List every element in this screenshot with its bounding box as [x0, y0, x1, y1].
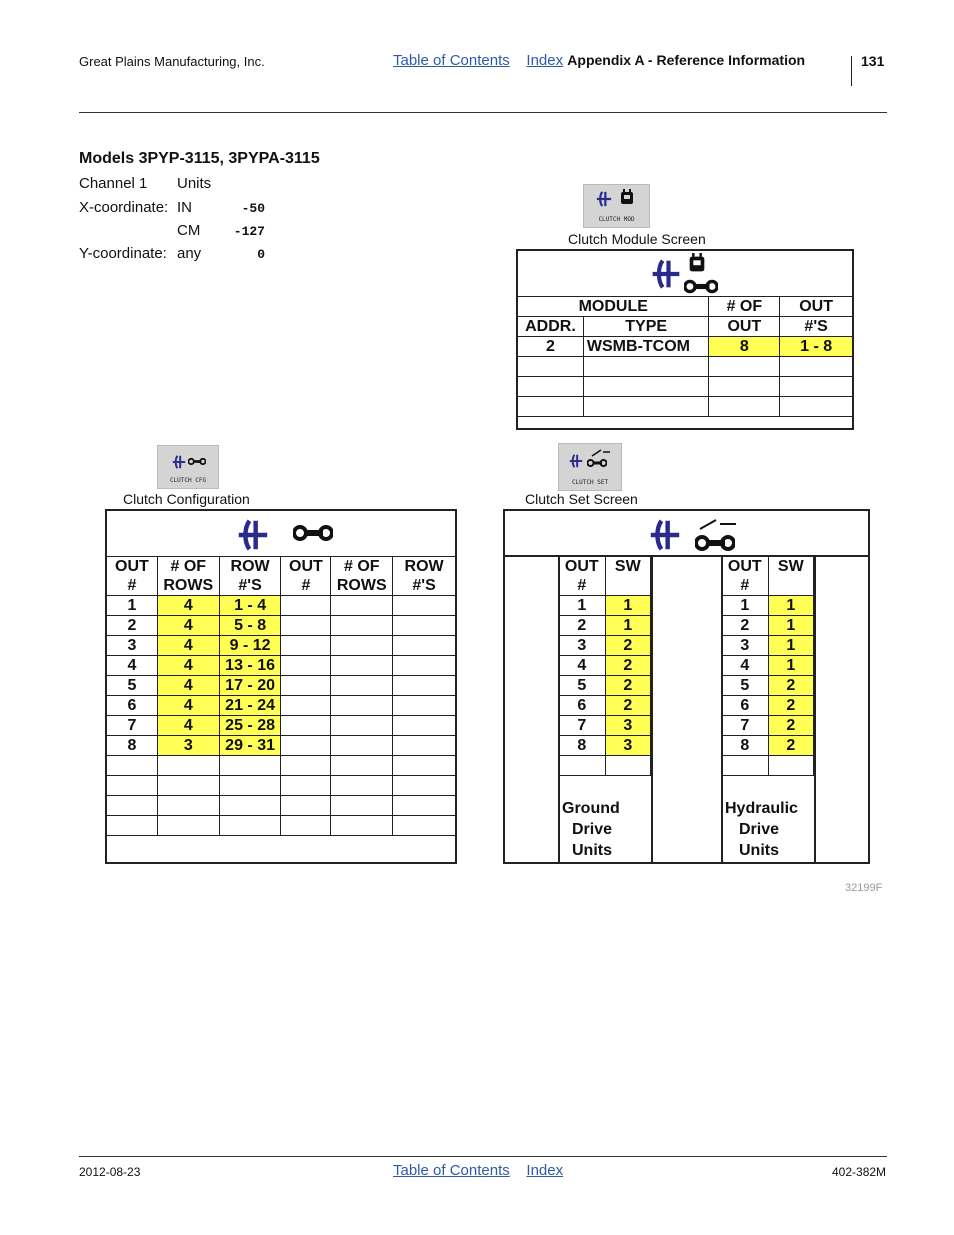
table-cell	[393, 776, 456, 796]
table-cell: 8	[722, 736, 769, 756]
y-coordinate-label: Y-coordinate:	[79, 245, 167, 262]
table-header-row	[107, 576, 456, 596]
table-cell: 5	[722, 676, 769, 696]
table-cell[interactable]: 4	[157, 656, 219, 676]
wrench-icon	[587, 458, 607, 468]
units-label: Units	[177, 175, 212, 192]
table-row	[518, 377, 853, 397]
table-cell: 5	[559, 676, 606, 696]
table-cell	[331, 636, 393, 656]
table-cell	[709, 377, 780, 397]
table-cell: 6	[107, 696, 158, 716]
clutch-set-button-label: CLUTCH SET	[571, 479, 609, 486]
table-cell	[107, 756, 158, 776]
table-cell	[281, 636, 331, 656]
hydraulic-drive-table	[721, 556, 814, 776]
table-cell	[219, 756, 281, 776]
table-row	[107, 636, 456, 656]
table-cell: 1	[559, 596, 606, 616]
out-header-2: #	[559, 576, 606, 596]
clutch-configuration-table	[106, 556, 456, 836]
table-cell	[281, 796, 331, 816]
table-cell: 2	[107, 616, 158, 636]
header-toc-link[interactable]: Table of Contents	[393, 52, 510, 69]
table-row	[559, 596, 651, 616]
table-cell[interactable]: 1	[768, 616, 813, 636]
x-cm-value: -127	[233, 224, 265, 239]
table-cell	[157, 756, 219, 776]
table-cell	[331, 596, 393, 616]
num-rows-header-2: ROWS	[331, 576, 393, 596]
module-header: MODULE	[518, 297, 709, 317]
table-row	[107, 676, 456, 696]
module-out-count[interactable]: 8	[709, 337, 780, 357]
table-cell: 7	[107, 716, 158, 736]
ground-drive-label-line: Ground	[562, 800, 620, 817]
num-rows-header-2: ROWS	[157, 576, 219, 596]
table-cell	[393, 736, 456, 756]
table-cell	[331, 816, 393, 836]
table-row	[107, 696, 456, 716]
table-cell[interactable]: 13 - 16	[219, 656, 281, 676]
num-out-header: # OF	[709, 297, 780, 317]
module-icon	[686, 253, 708, 275]
table-cell[interactable]: 1	[768, 636, 813, 656]
header-divider	[851, 56, 852, 86]
table-cell	[281, 596, 331, 616]
table-cell[interactable]: 2	[605, 656, 650, 676]
table-cell	[331, 656, 393, 676]
company-name: Great Plains Manufacturing, Inc.	[79, 54, 265, 69]
table-cell[interactable]: 4	[157, 716, 219, 736]
table-cell	[281, 776, 331, 796]
table-cell[interactable]: 4	[157, 696, 219, 716]
clutch-icon	[569, 453, 583, 469]
table-cell[interactable]: 21 - 24	[219, 696, 281, 716]
table-cell	[157, 796, 219, 816]
table-cell: 3	[559, 636, 606, 656]
table-header-row	[559, 557, 651, 577]
table-cell	[281, 696, 331, 716]
sw-header: SW	[768, 557, 813, 577]
table-header-row	[559, 576, 651, 596]
table-row	[722, 736, 814, 756]
table-cell	[331, 756, 393, 776]
switch-icon	[591, 449, 611, 457]
table-header-row	[722, 557, 814, 577]
clutch-set-caption: Clutch Set Screen	[525, 491, 638, 507]
clutch-module-button-label: CLUTCH MOD	[598, 216, 635, 223]
table-cell: 1	[722, 596, 769, 616]
table-cell[interactable]: 3	[157, 736, 219, 756]
hydraulic-drive-label-line: Units	[739, 842, 779, 859]
type-header: TYPE	[583, 317, 709, 337]
table-row	[722, 616, 814, 636]
table-cell	[780, 357, 853, 377]
table-cell[interactable]: 5 - 8	[219, 616, 281, 636]
table-cell	[583, 397, 709, 417]
table-row	[722, 656, 814, 676]
table-cell[interactable]: 3	[605, 736, 650, 756]
row-nums-header-2: #'S	[393, 576, 456, 596]
clutch-module-caption: Clutch Module Screen	[568, 231, 706, 247]
hydraulic-drive-label-line: Drive	[739, 821, 780, 838]
table-cell: 8	[559, 736, 606, 756]
table-row	[559, 736, 651, 756]
clutch-configuration-button-label: CLUTCH CFG	[169, 477, 207, 484]
clutch-configuration-button[interactable]	[157, 445, 219, 489]
table-cell: 4	[722, 656, 769, 676]
footer-rule	[79, 1156, 887, 1157]
table-header-row	[107, 557, 456, 577]
module-icon	[618, 189, 636, 207]
table-header-row	[518, 317, 853, 337]
panel-divider	[651, 557, 653, 862]
table-cell: 3	[722, 636, 769, 656]
table-cell	[281, 756, 331, 776]
outs-header-2: #'S	[780, 317, 853, 337]
module-addr: 2	[518, 337, 584, 357]
table-cell: 6	[722, 696, 769, 716]
table-cell[interactable]: 9 - 12	[219, 636, 281, 656]
table-cell	[219, 796, 281, 816]
out-header-2: #	[722, 576, 769, 596]
table-cell: 7	[722, 716, 769, 736]
table-cell[interactable]: 4	[157, 676, 219, 696]
table-cell[interactable]: 3	[605, 716, 650, 736]
table-cell	[281, 816, 331, 836]
x-coordinate-label: X-coordinate:	[79, 199, 169, 216]
table-cell	[281, 736, 331, 756]
table-row	[107, 756, 456, 776]
table-cell	[281, 616, 331, 636]
table-cell	[393, 816, 456, 836]
table-cell	[393, 696, 456, 716]
table-cell	[107, 776, 158, 796]
table-row	[107, 776, 456, 796]
clutch-module-button[interactable]	[583, 184, 650, 228]
out-header: OUT	[722, 557, 769, 577]
table-cell	[331, 716, 393, 736]
table-row	[559, 636, 651, 656]
out-header: OUT	[780, 297, 853, 317]
clutch-icon	[237, 515, 269, 555]
table-row	[107, 616, 456, 636]
figure-id: 32199F	[845, 882, 883, 894]
table-cell	[393, 596, 456, 616]
sw-header-2	[768, 576, 813, 596]
y-value: 0	[257, 247, 265, 262]
table-cell: 4	[559, 656, 606, 676]
header-index-link[interactable]: Index	[526, 52, 564, 69]
table-row	[559, 756, 651, 776]
table-cell[interactable]: 1	[605, 596, 650, 616]
table-cell: 2	[559, 616, 606, 636]
table-cell	[709, 397, 780, 417]
module-out-range[interactable]: 1 - 8	[780, 337, 853, 357]
sw-header: SW	[605, 557, 650, 577]
num-rows-header: # OF	[331, 557, 393, 577]
table-row	[722, 716, 814, 736]
table-cell[interactable]: 25 - 28	[219, 716, 281, 736]
table-row	[722, 676, 814, 696]
table-cell	[331, 736, 393, 756]
header-nav	[393, 52, 805, 69]
table-cell[interactable]: 1	[768, 596, 813, 616]
footer-index-link[interactable]: Index	[526, 1162, 564, 1179]
table-row	[722, 696, 814, 716]
table-cell[interactable]: 2	[605, 676, 650, 696]
table-row	[518, 357, 853, 377]
table-cell	[157, 816, 219, 836]
table-cell	[331, 676, 393, 696]
x-in-label: IN	[177, 199, 192, 216]
table-cell	[219, 816, 281, 836]
footer-toc-link[interactable]: Table of Contents	[393, 1162, 510, 1179]
table-cell[interactable]: 1	[605, 616, 650, 636]
switch-icon	[698, 517, 738, 531]
table-row	[518, 397, 853, 417]
out-header: OUT	[559, 557, 606, 577]
sw-header-2	[605, 576, 650, 596]
table-cell: 4	[107, 656, 158, 676]
addr-header: ADDR.	[518, 317, 584, 337]
table-row	[107, 596, 456, 616]
wrench-icon	[684, 278, 718, 295]
panel-divider	[814, 557, 816, 862]
table-cell: 6	[559, 696, 606, 716]
clutch-configuration-caption: Clutch Configuration	[123, 491, 250, 507]
table-cell[interactable]: 1	[768, 656, 813, 676]
hydraulic-drive-rows	[722, 596, 814, 776]
clutch-configuration-rows	[107, 596, 456, 836]
footer-date: 2012-08-23	[79, 1165, 141, 1179]
table-cell[interactable]: 2	[605, 696, 650, 716]
table-cell[interactable]: 17 - 20	[219, 676, 281, 696]
table-row	[559, 676, 651, 696]
out-header: OUT	[281, 557, 331, 577]
table-cell	[157, 776, 219, 796]
table-cell	[605, 756, 650, 776]
table-row	[518, 337, 853, 357]
table-cell[interactable]: 4	[157, 636, 219, 656]
table-row	[722, 756, 814, 776]
row-nums-header: ROW	[219, 557, 281, 577]
table-cell	[518, 357, 584, 377]
table-row	[107, 736, 456, 756]
footer-nav	[393, 1162, 563, 1179]
table-cell	[331, 616, 393, 636]
table-cell[interactable]: 2	[768, 676, 813, 696]
table-cell	[583, 377, 709, 397]
table-cell	[518, 377, 584, 397]
table-cell[interactable]: 4	[157, 616, 219, 636]
wrench-icon	[188, 457, 206, 466]
table-cell	[393, 756, 456, 776]
table-cell[interactable]: 2	[605, 636, 650, 656]
table-cell	[393, 656, 456, 676]
table-row	[722, 596, 814, 616]
page-title: Models 3PYP-3115, 3PYPA-3115	[79, 150, 320, 167]
table-cell	[331, 776, 393, 796]
table-cell	[393, 716, 456, 736]
table-cell	[722, 756, 769, 776]
ground-drive-label-line: Units	[572, 842, 612, 859]
out-header: OUT	[107, 557, 158, 577]
footer-doc-number: 402-382M	[832, 1165, 887, 1179]
table-cell	[583, 357, 709, 377]
hydraulic-drive-label	[725, 798, 798, 861]
table-cell	[393, 636, 456, 656]
table-cell: 3	[107, 636, 158, 656]
table-row	[722, 636, 814, 656]
table-cell	[393, 616, 456, 636]
module-type: WSMB-TCOM	[583, 337, 709, 357]
x-in-value: -50	[241, 201, 265, 216]
table-cell	[559, 756, 606, 776]
table-cell: 5	[107, 676, 158, 696]
wrench-icon	[695, 533, 735, 553]
table-cell	[331, 796, 393, 816]
table-cell[interactable]: 2	[768, 736, 813, 756]
table-cell[interactable]: 4	[157, 596, 219, 616]
page-number: 131	[861, 53, 885, 69]
clutch-icon	[172, 454, 186, 470]
table-cell	[281, 656, 331, 676]
table-cell: 2	[722, 616, 769, 636]
ground-drive-label-line: Drive	[572, 821, 613, 838]
num-rows-header: # OF	[157, 557, 219, 577]
hydraulic-drive-label-line: Hydraulic	[725, 800, 798, 817]
table-cell	[393, 796, 456, 816]
table-cell[interactable]: 2	[768, 696, 813, 716]
out-header-2: #	[281, 576, 331, 596]
header-rule	[79, 112, 887, 113]
table-row	[559, 716, 651, 736]
ground-drive-label	[562, 798, 620, 861]
table-cell	[780, 377, 853, 397]
x-cm-label: CM	[177, 222, 201, 239]
ground-drive-table	[558, 556, 651, 776]
table-cell	[281, 716, 331, 736]
table-row	[107, 716, 456, 736]
table-cell	[281, 676, 331, 696]
table-cell	[107, 816, 158, 836]
ground-drive-rows	[559, 596, 651, 776]
out-header-2: #	[107, 576, 158, 596]
table-header-row	[722, 576, 814, 596]
table-row	[107, 796, 456, 816]
table-row	[559, 656, 651, 676]
clutch-icon	[651, 255, 681, 293]
section-title: Appendix A - Reference Information	[567, 52, 806, 68]
table-cell	[107, 796, 158, 816]
table-cell: 7	[559, 716, 606, 736]
table-cell[interactable]: 29 - 31	[219, 736, 281, 756]
table-header-row	[518, 297, 853, 317]
table-row	[107, 656, 456, 676]
table-row	[107, 816, 456, 836]
channel-label: Channel 1	[79, 175, 148, 192]
table-row	[559, 616, 651, 636]
table-cell: 8	[107, 736, 158, 756]
table-cell	[780, 397, 853, 417]
table-cell: 1	[107, 596, 158, 616]
clutch-icon	[649, 515, 681, 555]
table-cell	[768, 756, 813, 776]
table-row	[559, 696, 651, 716]
clutch-icon	[596, 190, 612, 208]
table-cell	[331, 696, 393, 716]
row-nums-header: ROW	[393, 557, 456, 577]
row-nums-header-2: #'S	[219, 576, 281, 596]
table-cell[interactable]: 1 - 4	[219, 596, 281, 616]
table-cell	[518, 397, 584, 417]
table-cell	[709, 357, 780, 377]
table-cell	[219, 776, 281, 796]
table-cell[interactable]: 2	[768, 716, 813, 736]
out-header-2: OUT	[709, 317, 780, 337]
wrench-icon	[293, 523, 333, 543]
table-cell	[393, 676, 456, 696]
y-any-label: any	[177, 245, 202, 262]
clutch-set-button[interactable]	[558, 443, 622, 491]
clutch-module-table	[517, 296, 853, 417]
